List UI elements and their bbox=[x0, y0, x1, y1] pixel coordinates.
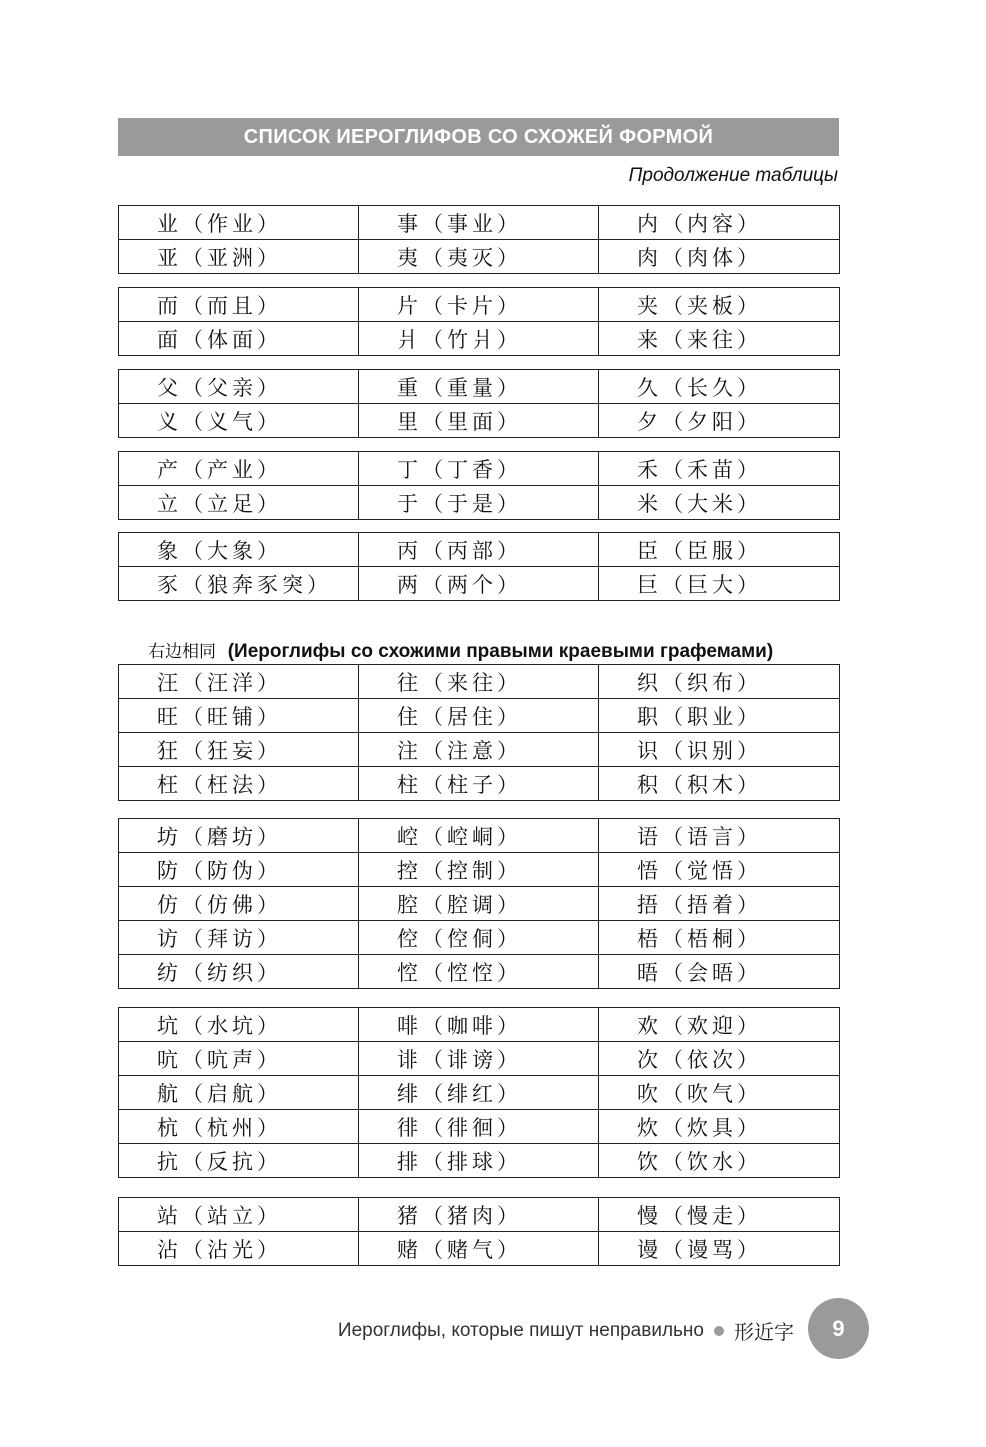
table-row bbox=[119, 452, 840, 486]
table-cell: 而（而且） bbox=[119, 288, 359, 322]
table-cell: 控（控制） bbox=[359, 853, 599, 887]
char-table-group bbox=[118, 287, 840, 356]
table-cell: 慢（慢走） bbox=[599, 1198, 840, 1232]
table-row bbox=[119, 1144, 840, 1178]
char-table-group bbox=[118, 818, 840, 989]
table-cell: 面（体面） bbox=[119, 322, 359, 356]
bullet-dot-icon bbox=[714, 1326, 724, 1336]
table-cell: 肉（肉体） bbox=[599, 240, 840, 274]
table-cell: 杭（杭州） bbox=[119, 1110, 359, 1144]
table-row bbox=[119, 665, 840, 699]
table-row bbox=[119, 288, 840, 322]
table-cell: 欢（欢迎） bbox=[599, 1008, 840, 1042]
table-row bbox=[119, 819, 840, 853]
table-cell: 汪（汪洋） bbox=[119, 665, 359, 699]
char-table-group bbox=[118, 205, 840, 274]
table-cell: 旺（旺铺） bbox=[119, 699, 359, 733]
table-cell: 腔（腔调） bbox=[359, 887, 599, 921]
table-cell: 禾（禾苗） bbox=[599, 452, 840, 486]
footer-running-title bbox=[338, 1316, 794, 1345]
table-cell: 丁（丁香） bbox=[359, 452, 599, 486]
table-cell: 诽（诽谤） bbox=[359, 1042, 599, 1076]
table-cell: 立（立足） bbox=[119, 486, 359, 520]
table-cell: 住（居住） bbox=[359, 699, 599, 733]
table-row bbox=[119, 206, 840, 240]
table-cell: 梧（梧桐） bbox=[599, 921, 840, 955]
table-row bbox=[119, 1008, 840, 1042]
table-cell: 豕（狼奔豕突） bbox=[119, 567, 359, 601]
table-cell: 绯（绯红） bbox=[359, 1076, 599, 1110]
table-cell: 访（拜访） bbox=[119, 921, 359, 955]
table-cell: 事（事业） bbox=[359, 206, 599, 240]
continuation-note: Продолжение таблицы bbox=[628, 165, 838, 186]
table-cell: 倥（倥侗） bbox=[359, 921, 599, 955]
table-row bbox=[119, 533, 840, 567]
table-cell: 坑（水坑） bbox=[119, 1008, 359, 1042]
table-cell: 父（父亲） bbox=[119, 370, 359, 404]
table-cell: 赌（赌气） bbox=[359, 1232, 599, 1266]
table-row bbox=[119, 921, 840, 955]
table-cell: 重（重量） bbox=[359, 370, 599, 404]
table-row bbox=[119, 767, 840, 801]
table-cell: 米（大米） bbox=[599, 486, 840, 520]
table-cell: 抗（反抗） bbox=[119, 1144, 359, 1178]
table-cell: 两（两个） bbox=[359, 567, 599, 601]
table-cell: 崆（崆峒） bbox=[359, 819, 599, 853]
table-row bbox=[119, 887, 840, 921]
table-row bbox=[119, 240, 840, 274]
table-cell: 啡（咖啡） bbox=[359, 1008, 599, 1042]
table-cell: 吭（吭声） bbox=[119, 1042, 359, 1076]
table-cell: 航（启航） bbox=[119, 1076, 359, 1110]
table-cell: 柱（柱子） bbox=[359, 767, 599, 801]
table-cell: 次（依次） bbox=[599, 1042, 840, 1076]
section-heading bbox=[148, 637, 773, 663]
table-cell: 里（里面） bbox=[359, 404, 599, 438]
table-cell: 来（来往） bbox=[599, 322, 840, 356]
table-cell: 炊（炊具） bbox=[599, 1110, 840, 1144]
table-row bbox=[119, 955, 840, 989]
table-cell: 业（作业） bbox=[119, 206, 359, 240]
table-row bbox=[119, 404, 840, 438]
table-cell: 久（长久） bbox=[599, 370, 840, 404]
table-cell: 义（义气） bbox=[119, 404, 359, 438]
table-cell: 夕（夕阳） bbox=[599, 404, 840, 438]
table-cell: 饮（饮水） bbox=[599, 1144, 840, 1178]
table-cell: 防（防伪） bbox=[119, 853, 359, 887]
footer-text: Иероглифы, которые пишут неправильно bbox=[337, 1319, 704, 1341]
table-cell: 站（站立） bbox=[119, 1198, 359, 1232]
footer-cn: 形近字 bbox=[734, 1320, 794, 1344]
page-number-badge bbox=[808, 1298, 869, 1359]
table-cell: 猪（猪肉） bbox=[359, 1198, 599, 1232]
table-cell: 产（产业） bbox=[119, 452, 359, 486]
char-table-group bbox=[118, 1007, 840, 1178]
table-cell: 仿（仿佛） bbox=[119, 887, 359, 921]
table-cell: 识（识别） bbox=[599, 733, 840, 767]
banner-title: СПИСОК ИЕРОГЛИФОВ СО СХОЖЕЙ ФОРМОЙ bbox=[243, 125, 714, 148]
table-cell: 谩（谩骂） bbox=[599, 1232, 840, 1266]
char-table-group bbox=[118, 369, 840, 438]
table-cell: 积（积木） bbox=[599, 767, 840, 801]
table-cell: 臣（臣服） bbox=[599, 533, 840, 567]
table-cell: 丙（丙部） bbox=[359, 533, 599, 567]
table-row bbox=[119, 486, 840, 520]
table-row bbox=[119, 1198, 840, 1232]
section-heading-cn: 右边相同 bbox=[148, 642, 216, 662]
char-table-group bbox=[118, 451, 840, 520]
table-cell: 爿（竹爿） bbox=[359, 322, 599, 356]
table-cell: 巨（巨大） bbox=[599, 567, 840, 601]
table-cell: 纺（纺织） bbox=[119, 955, 359, 989]
table-row bbox=[119, 370, 840, 404]
table-cell: 注（注意） bbox=[359, 733, 599, 767]
table-cell: 排（排球） bbox=[359, 1144, 599, 1178]
table-cell: 捂（捂着） bbox=[599, 887, 840, 921]
table-cell: 沾（沾光） bbox=[119, 1232, 359, 1266]
section-heading-ru: (Иероглифы со схожими правыми краевыми графемами) bbox=[227, 641, 774, 662]
char-table-group bbox=[118, 664, 840, 801]
table-row bbox=[119, 1232, 840, 1266]
table-row bbox=[119, 567, 840, 601]
table-row bbox=[119, 853, 840, 887]
table-row bbox=[119, 1076, 840, 1110]
table-cell: 枉（枉法） bbox=[119, 767, 359, 801]
table-cell: 织（织布） bbox=[599, 665, 840, 699]
table-row bbox=[119, 699, 840, 733]
table-row bbox=[119, 1042, 840, 1076]
char-table-group bbox=[118, 1197, 840, 1266]
table-cell: 职（职业） bbox=[599, 699, 840, 733]
table-cell: 悾（悾悾） bbox=[359, 955, 599, 989]
table-row bbox=[119, 1110, 840, 1144]
table-cell: 片（卡片） bbox=[359, 288, 599, 322]
table-row bbox=[119, 322, 840, 356]
table-cell: 徘（徘徊） bbox=[359, 1110, 599, 1144]
table-cell: 夹（夹板） bbox=[599, 288, 840, 322]
table-row bbox=[119, 733, 840, 767]
section-banner bbox=[118, 118, 839, 156]
table-cell: 于（于是） bbox=[359, 486, 599, 520]
table-cell: 夷（夷灭） bbox=[359, 240, 599, 274]
table-cell: 内（内容） bbox=[599, 206, 840, 240]
table-cell: 象（大象） bbox=[119, 533, 359, 567]
table-cell: 吹（吹气） bbox=[599, 1076, 840, 1110]
table-cell: 坊（磨坊） bbox=[119, 819, 359, 853]
table-cell: 往（来往） bbox=[359, 665, 599, 699]
page-number: 9 bbox=[832, 1315, 845, 1341]
table-cell: 悟（觉悟） bbox=[599, 853, 840, 887]
table-cell: 亚（亚洲） bbox=[119, 240, 359, 274]
table-cell: 晤（会晤） bbox=[599, 955, 840, 989]
table-cell: 狂（狂妄） bbox=[119, 733, 359, 767]
table-cell: 语（语言） bbox=[599, 819, 840, 853]
char-table-group bbox=[118, 532, 840, 601]
